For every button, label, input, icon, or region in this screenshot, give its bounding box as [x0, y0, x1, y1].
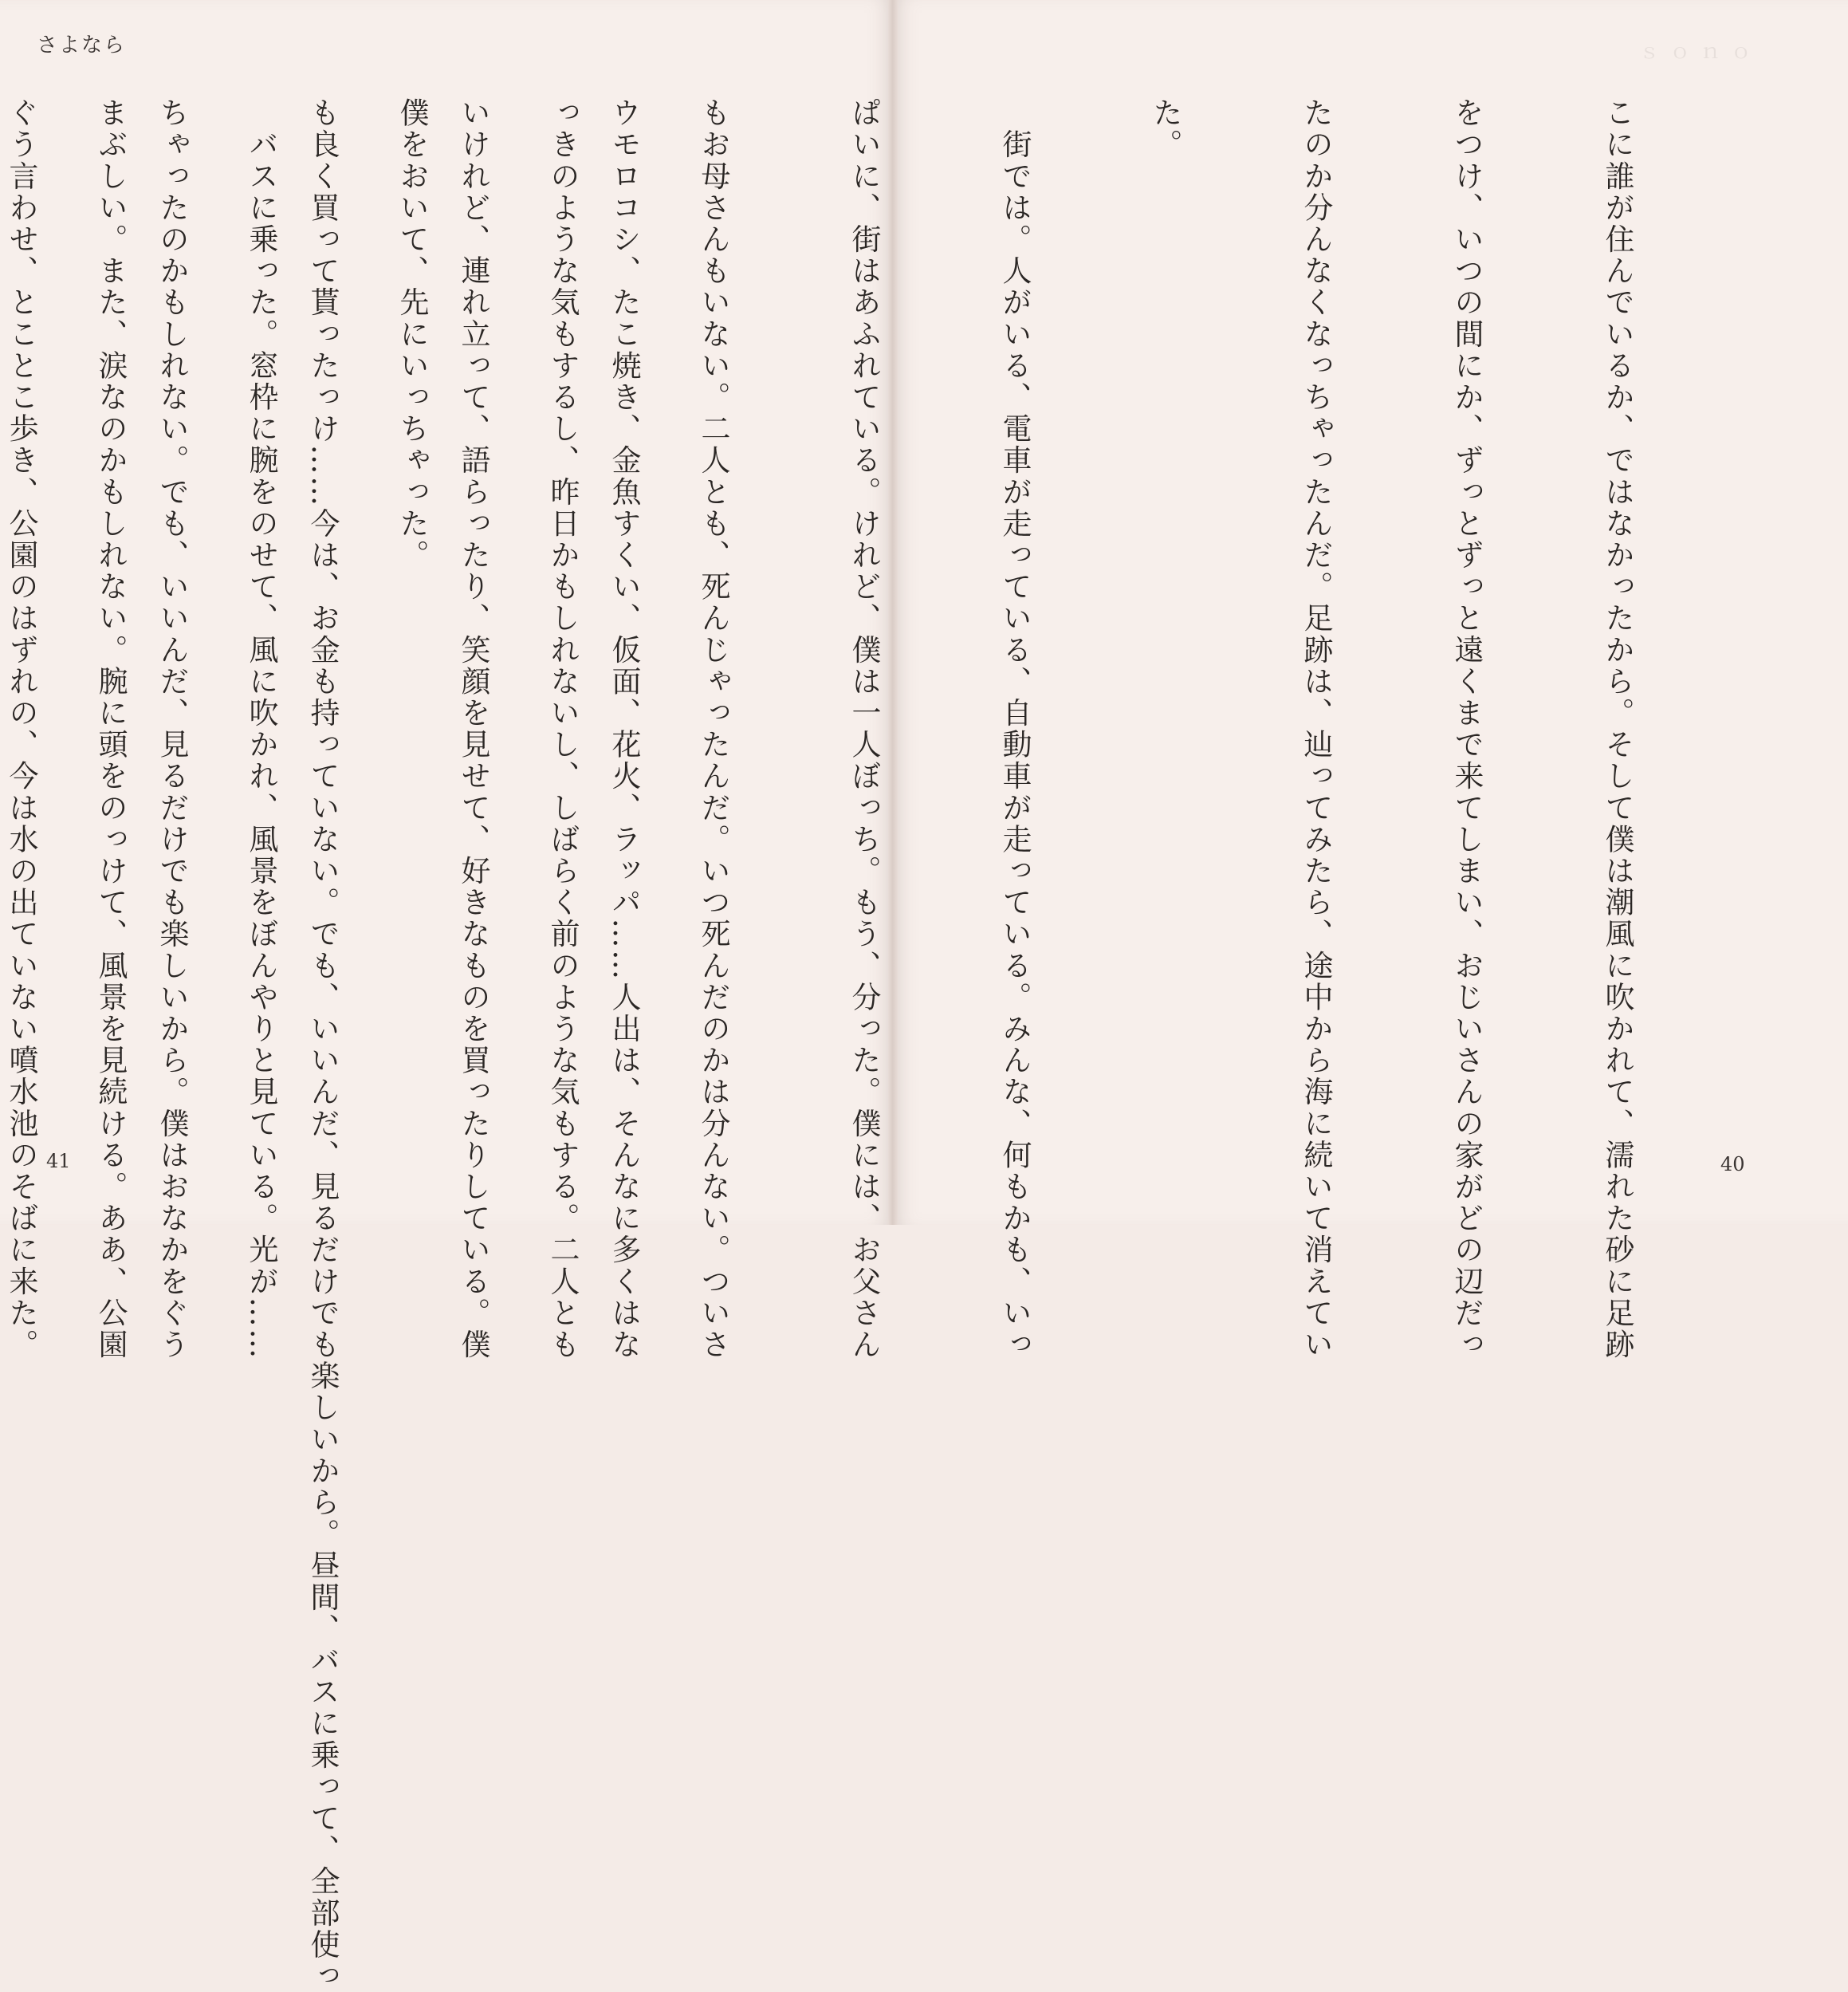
right-col-7: もお母さんもいない。二人とも、死んじゃったんだ。いつ死んだのかは分んない。ついさ	[696, 97, 730, 1360]
right-col-6: ぱいに、街はあふれている。けれど、僕は一人ぼっち。もう、分った。僕には、お父さん	[847, 97, 881, 1360]
right-col-5: 街では。人がいる、電車が走っている、自動車が走っている。みんな、何もかも、いっ	[997, 97, 1032, 1360]
right-col-10: バスに乗った。窓枠に腕をのせて、風に吹かれ、風景をぼんやりと見ている。光が……	[244, 97, 278, 1360]
ghost-running-head: ｓ ｏ ｎ ｏ	[1639, 40, 1753, 64]
left-col-4: ちゃったのかもしれない。でも、いいんだ、見るだけでも楽しいから。僕はおなかをぐう	[155, 97, 189, 1360]
left-col-1: ウモロコシ、たこ焼き、金魚すくい、仮面、花火、ラッパ……人出は、そんなに多くはな	[607, 97, 641, 1360]
page-number-left: 41	[46, 1150, 71, 1172]
right-col-11: まぶしい。また、涙なのかもしれない。腕に頭をのっけて、風景を見続ける。ああ、公園	[93, 97, 128, 1360]
page-number-right: 40	[1720, 1153, 1745, 1175]
right-col-9: 僕をおいて、先にいっちゃった。	[395, 97, 429, 571]
right-col-3: たのか分んなくなっちゃったんだ。足跡は、辿ってみたら、途中から海に続いて消えてい	[1299, 97, 1333, 1360]
right-col-4: た。	[1148, 97, 1182, 161]
left-col-3: も良く買って貰ったっけ……今は、お金も持っていない。でも、いいんだ、見るだけでも楽しいから。昼間、バスに乗って、全部使っ	[305, 97, 340, 1992]
right-col-2: をつけ、いつの間にか、ずっとずっと遠くまで来てしまい、おじいさんの家がどの辺だっ	[1449, 97, 1484, 1360]
left-col-2: いけれど、連れ立って、語らったり、笑顔を見せて、好きなものを買ったりしている。僕	[456, 97, 490, 1360]
right-col-8: っきのような気もするし、昨日かもしれないし、しばらく前のような気もする。二人とも	[545, 97, 580, 1360]
right-col-1: こに誰が住んでいるか、ではなかったから。そして僕は潮風に吹かれて、濡れた砂に足跡	[1600, 97, 1634, 1360]
left-col-5: ぐう言わせ、とことこ歩き、公園のはずれの、今は水の出ていない噴水池のそばに来た。	[4, 97, 38, 1360]
running-head: さよなら	[37, 33, 127, 57]
